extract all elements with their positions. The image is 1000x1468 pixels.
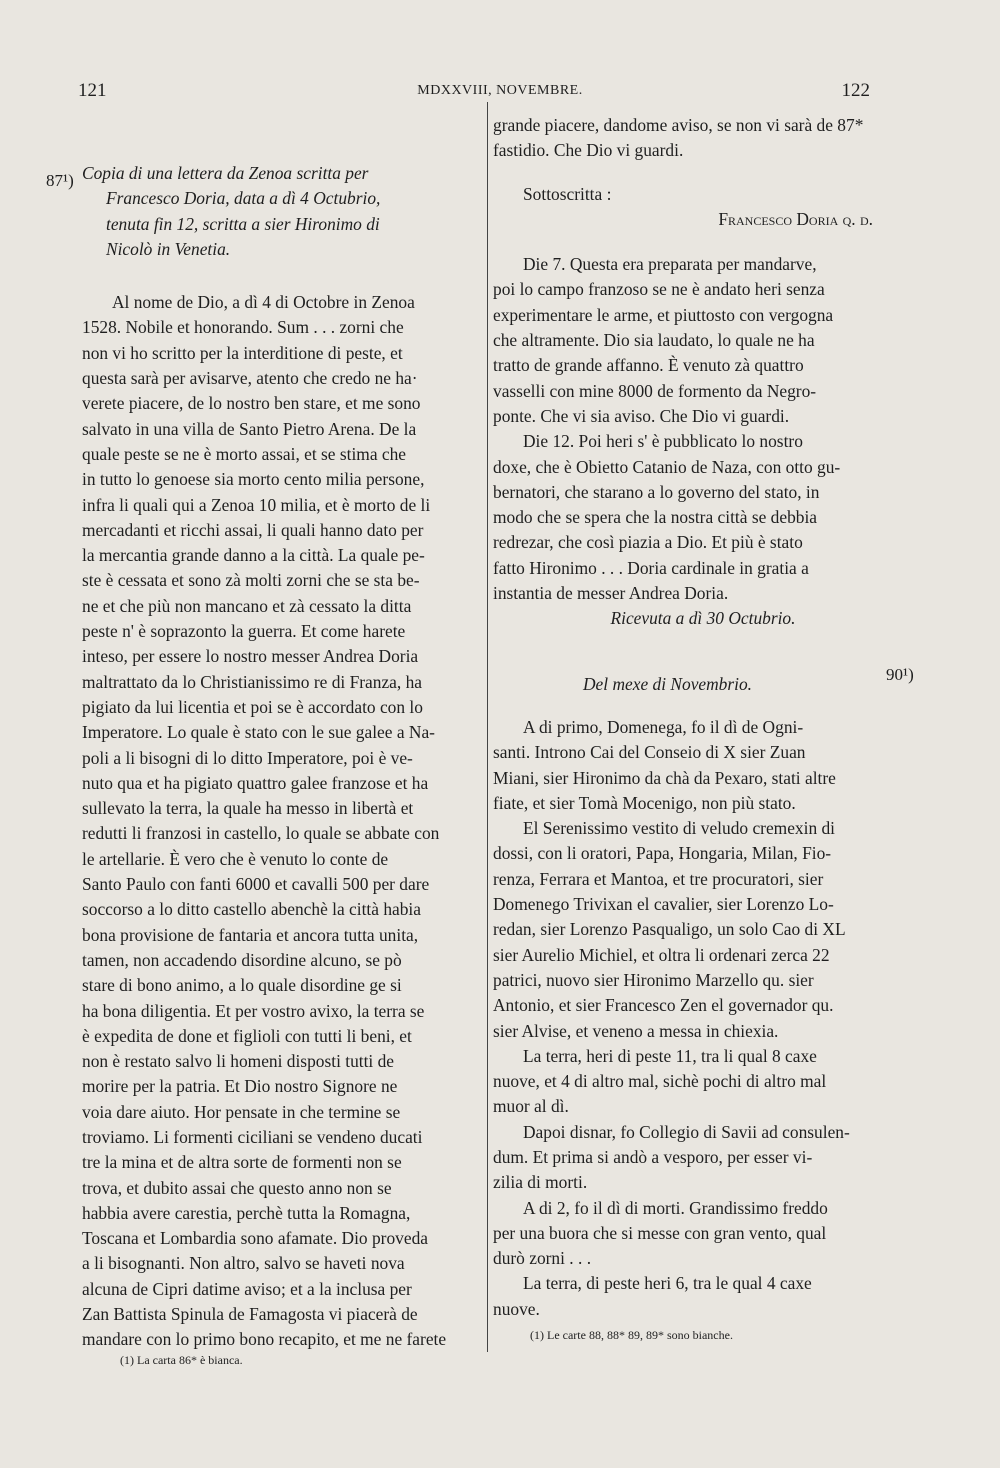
text-line: Antonio, et sier Francesco Zen el governador qu. [493, 995, 834, 1016]
text-line: bernatori, che starano a lo governo del stato, in [493, 481, 820, 502]
text-line: El Serenissimo vestito di veludo cremexin di [523, 818, 836, 839]
text-line: stare di bono animo, a lo quale disordine ge si [82, 975, 402, 996]
letter-heading-line: Copia di una lettera da Zenoa scritta per [82, 163, 369, 183]
left-page-number: 121 [78, 80, 107, 101]
text-line: sier Alvise, et veneno a messa in chiexia. [493, 1020, 779, 1041]
text-line: infra li quali qui a Zenoa 10 milia, et è morto de li [82, 494, 431, 515]
text-line: poi lo campo franzoso se ne è andato heri senza [493, 279, 825, 300]
postscript-body [493, 252, 913, 606]
right-footnote: (1) Le carte 88, 88* 89, 89* sono bianche. [530, 1328, 733, 1342]
text-line: vasselli con mine 8000 de formento da Negro- [493, 380, 817, 401]
text-line: Domenego Trivixan el cavalier, sier Lorenzo Lo- [493, 894, 834, 915]
sottoscritta-label: Sottoscritta : [523, 183, 612, 204]
text-line: pigiato da lui licentia et poi se è accordato con lo [82, 696, 423, 717]
text-line: soccorso a lo ditto castello abenchè la città habia [82, 899, 421, 920]
running-title: MDXXVIII, NOVEMBRE. [417, 83, 583, 98]
letter-heading-line: tenuta fin 12, scritta a sier Hironimo di [106, 213, 380, 234]
text-line: santi. Introno Cai del Conseio di X sier Zuan [493, 742, 806, 763]
text-line: alcuna de Cipri datime aviso; et a la inclusa per [82, 1278, 412, 1299]
text-line: Toscana et Lombardia sono afamate. Dio proveda [82, 1228, 428, 1249]
text-line: Die 7. Questa era preparata per mandarve, [523, 254, 817, 275]
text-line: fastidio. Che Dio vi guardi. [493, 140, 684, 161]
text-line: 1528. Nobile et honorando. Sum . . . zorni che [82, 317, 404, 338]
text-line: in tutto lo genoese sia morto cento milia persone, [82, 469, 425, 490]
text-line: verete piacere, de lo nostro ben stare, et me sono [82, 393, 421, 414]
received-note: Ricevuta a dì 30 Octubrio. [610, 608, 796, 629]
text-line: Dapoi disnar, fo Collegio di Savii ad consulen- [523, 1121, 850, 1142]
text-line: redutti li franzosi in castello, lo quale se abbate con [82, 823, 440, 844]
text-line: non è restato salvo li homeni disposti tutti de [82, 1051, 395, 1072]
text-line: Die 12. Poi heri s' è pubblicato lo nostro [523, 431, 803, 452]
text-line: La terra, heri di peste 11, tra li qual 8 caxe [523, 1045, 817, 1066]
text-line: le artellarie. È vero che è venuto lo conte de [82, 848, 389, 869]
text-line: instantia de messer Andrea Doria. [493, 583, 729, 604]
text-line: ste è cessata et sono zà molti zorni che se sta be- [82, 570, 420, 591]
text-line: ha bona diligentia. Et per vostro avixo, la terra se [82, 1000, 425, 1021]
right-page-number: 122 [841, 80, 870, 101]
text-line: durò zorni . . . [493, 1248, 592, 1269]
right-column [493, 113, 913, 1322]
text-line: mandare con lo primo bono recapito, et me ne farete [82, 1329, 447, 1350]
text-line: grande piacere, dandome aviso, se non vi sarà de 87* [493, 115, 864, 135]
text-line: bona provisione de fantaria et ancora tutta unita, [82, 924, 419, 945]
text-line: tamen, non accadendo disordine alcuno, se pò [82, 949, 402, 970]
text-line: experimentare le arme, et piuttosto con vergogna [493, 304, 834, 325]
text-line: a li bisognanti. Non altro, salvo se haveti nova [82, 1253, 405, 1274]
text-line: patrici, nuovo sier Hironimo Marzello qu. sier [493, 969, 814, 990]
text-line: nuove. [493, 1298, 540, 1319]
text-line: Al nome de Dio, a dì 4 di Octobre in Zenoa [112, 292, 415, 313]
margin-note-right: 90¹) [886, 665, 914, 684]
text-line: nuto qua et ha pigiato quattro galee franzose et ha [82, 772, 429, 793]
text-line: peste n' è soprazonto la guerra. Et come harete [82, 621, 406, 642]
text-line: doxe, che è Obietto Catanio de Naza, con otto gu- [493, 456, 841, 477]
text-line: Zan Battista Spinula de Famagosta vi piacerà de [82, 1304, 418, 1325]
left-footnote: (1) La carta 86* è bianca. [120, 1353, 243, 1367]
column-divider [487, 102, 488, 1352]
text-line: inteso, per essere lo nostro messer Andrea Doria [82, 646, 419, 667]
text-line: mercadanti et ricchi assai, li quali hanno dato per [82, 519, 424, 540]
section-title: Del mexe di Novembrio. [583, 673, 753, 694]
text-line: sullevato la terra, la quale ha messo in libertà et [82, 798, 414, 819]
text-line: dum. Et prima si andò a vesporo, per esser vi- [493, 1146, 813, 1167]
text-line: non vi ho scritto per la interditione di peste, et [82, 342, 403, 363]
text-line: salvato in una villa de Santo Pietro Arena. De la [82, 418, 417, 439]
text-line: trova, et dubito assai che questo anno non se [82, 1177, 392, 1198]
text-line: Santo Paulo con fanti 6000 et cavalli 500 per dare [82, 874, 430, 895]
text-line: per una buora che si messe con gran vento, qual [493, 1222, 827, 1243]
text-line: questa sarà per avisarve, atento che credo ne ha· [82, 368, 418, 389]
text-line: Miani, sier Hironimo da chà da Pexaro, stati altre [493, 767, 836, 788]
text-line: zilia di morti. [493, 1172, 588, 1193]
text-line: è expedita de done et figlioli con tutti li beni, et [82, 1025, 412, 1046]
text-line: che altramente. Dio sia laudato, lo quale ne ha [493, 330, 815, 351]
letter-heading-line: Francesco Doria, data a dì 4 Octubrio, [106, 188, 381, 209]
text-line: sier Aurelio Michiel, et oltra li ordenari zerca 22 [493, 944, 830, 965]
text-line: nuove, et 4 di altro mal, sichè pochi di altro mal [493, 1071, 827, 1092]
letter-heading-line: Nicolò in Venetia. [106, 238, 231, 259]
text-line: muor al dì. [493, 1096, 569, 1117]
text-line: renza, Ferrara et Mantoa, et tre procuratori, sier [493, 868, 824, 889]
text-line: redrezar, che così piazia a Dio. Et più è stato [493, 532, 803, 553]
text-line: maltrattato da lo Christianissimo re di Franza, ha [82, 671, 423, 692]
text-line: A di 2, fo il dì di morti. Grandissimo freddo [523, 1197, 828, 1218]
text-line: quale peste se ne è morto assai, et se stima che [82, 443, 407, 464]
text-line: fiate, et sier Tomà Mocenigo, non più stato. [493, 792, 796, 813]
text-line: A di primo, Domenega, fo il dì de Ogni- [523, 716, 804, 737]
left-column [82, 161, 480, 1353]
text-line: ponte. Che vi sia aviso. Che Dio vi guardi. [493, 405, 790, 426]
text-line: tratto de grande affanno. È venuto zà quattro [493, 355, 804, 376]
margin-note-left: 87¹) [46, 171, 74, 190]
text-line: modo che se spera che la nostra città se debbia [493, 507, 818, 528]
text-line: tre la mina et de altra sorte de formenti non se [82, 1152, 402, 1173]
text-line: voia dare aiuto. Hor pensate in che termine se [82, 1101, 401, 1122]
text-line: troviamo. Li formenti ciciliani se vendeno ducati [82, 1126, 423, 1147]
signature: Francesco Doria q. d. [718, 208, 873, 229]
november-body [493, 715, 913, 1322]
text-line: habbia avere carestia, perchè tutta la Romagna, [82, 1202, 411, 1223]
text-line: La terra, di peste heri 6, tra le qual 4 caxe [523, 1273, 812, 1294]
text-line: dossi, con li oratori, Papa, Hongaria, Milan, Fio- [493, 843, 832, 864]
text-line: poli a li bisogni di lo ditto Imperatore, poi è ve- [82, 747, 413, 768]
text-line: ne et che più non mancano et zà cessato la ditta [82, 595, 412, 616]
text-line: fatto Hironimo . . . Doria cardinale in gratia a [493, 557, 809, 578]
text-line: morire per la patria. Et Dio nostro Signore ne [82, 1076, 398, 1097]
text-line: Imperatore. Lo quale è stato con le sue galee a Na- [82, 722, 435, 743]
letter-body [82, 290, 480, 1352]
text-line: la mercantia grande danno a la città. La quale pe- [82, 545, 425, 566]
text-line: redan, sier Lorenzo Pasqualigo, un solo Cao di XL [493, 919, 846, 940]
